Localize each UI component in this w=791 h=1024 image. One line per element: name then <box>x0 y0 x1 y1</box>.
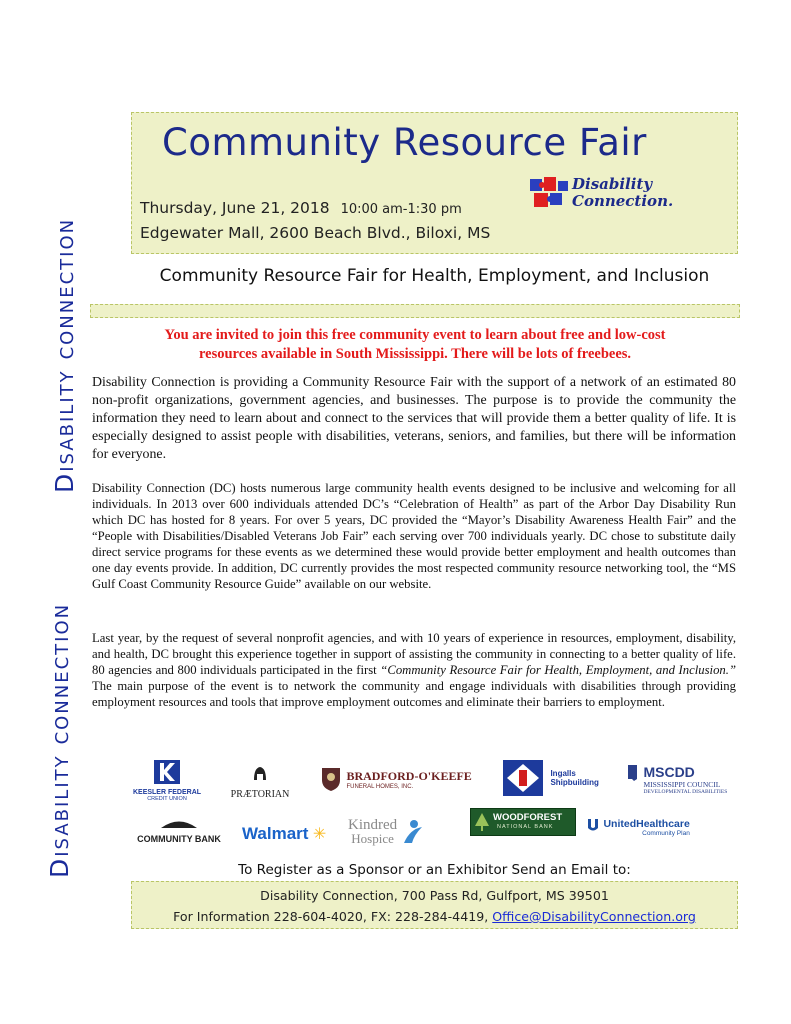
event-date <box>140 199 462 217</box>
crest-icon <box>320 766 342 792</box>
unitedhealthcare-logo <box>587 818 690 837</box>
bank-roof-icon <box>159 817 199 829</box>
register-instructions: To Register as a Sponsor or an Exhibitor Send an Email to: <box>238 862 631 878</box>
page-title: Community Resource Fair <box>162 121 647 164</box>
keesler-k-icon <box>154 760 180 784</box>
mscdd-logo <box>627 764 727 795</box>
praetorian-logo <box>230 764 290 800</box>
mscdd-sub1: MISSISSIPPI COUNCIL <box>643 780 721 789</box>
side-banner-top: Disability connection <box>50 217 79 493</box>
kindred-figure-icon <box>402 819 424 845</box>
footer-info <box>132 909 737 924</box>
woodforest-sub: NATIONAL BANK <box>497 824 554 830</box>
helmet-icon <box>250 764 270 784</box>
united-sub: Community Plan <box>642 830 690 837</box>
event-date-text: Thursday, June 21, 2018 <box>140 199 330 217</box>
community-bank-logo <box>130 816 228 844</box>
united-u-icon <box>587 818 599 832</box>
walmart-logo <box>242 824 326 844</box>
mscdd-name: MSCDD <box>643 764 695 780</box>
bradford-okeefe-logo <box>320 766 472 792</box>
praetorian-name: PRÆTORIAN <box>230 789 290 800</box>
divider-band <box>90 304 740 318</box>
paragraph-last-year <box>92 630 736 710</box>
keesler-logo <box>132 760 202 802</box>
footer-phone-fax: For Information 228-604-4020, FX: 228-284-4419, <box>173 909 493 924</box>
keesler-name: KEESLER FEDERAL <box>132 789 202 796</box>
invitation-text <box>95 326 735 364</box>
side-banner-bottom: Disability connection <box>45 602 74 878</box>
paragraph-history: Disability Connection (DC) hosts numerous large community health events designed to be inclusive and welcoming for all individuals. In 2013 over 600 individuals attended DC’s “Celebration of Health” as part of the Arbor Day Disability Run which DC has hosted for 8 years. For over 5 years, DC provided the “Mayor’s Disability Awareness Health Fair” and the “People with Disabilities/Disabled Veterans Job Fair” each serving over 700 individuals yearly. DC chose to substitute daily direct service programs for these events as we determined these would provide better employment and health outcomes than one day events provide. In addition, DC currently provides the most respected community resource networking tool, the “MS Gulf Coast Community Resource Guide” available on our website. <box>92 481 736 591</box>
logo-line-1: Disability <box>572 175 653 193</box>
ingalls-logo <box>503 760 599 796</box>
woodforest-logo <box>470 808 576 836</box>
logo-line-2: Connection. <box>572 192 674 210</box>
walmart-name: Walmart <box>242 824 309 843</box>
paragraph-last-year-start: Last year, by the request of several nonprofit agencies, and with 10 years of experience in resources, employment, disability, and health, DC brought this experience together in support of assisting the community in connecting to a better quality of life. 80 agencies and 800 individuals participated in the first <box>92 631 736 677</box>
paragraph-last-year-event-name: “Community Resource Fair for Health, Employment, and Inclusion.” <box>380 663 736 677</box>
community-bank-name: COMMUNITY BANK <box>137 834 221 844</box>
walmart-spark-icon: ✳ <box>312 826 327 843</box>
bradford-sub: FUNERAL HOMES, INC. <box>346 783 414 790</box>
header-box <box>131 112 738 254</box>
ingalls-flag-icon <box>503 760 543 796</box>
footer-contact-box <box>131 881 738 929</box>
keesler-sub: CREDIT UNION <box>147 796 187 802</box>
ingalls-sub: Shipbuilding <box>550 778 599 787</box>
mscdd-sub2: DEVELOPMENTAL DISABILITIES <box>643 789 728 795</box>
bradford-name: BRADFORD-O'KEEFE <box>346 768 472 783</box>
email-link[interactable]: Office@DisabilityConnection.org <box>492 909 696 924</box>
kindred-hospice-logo <box>348 818 424 845</box>
paragraph-last-year-end: The main purpose of the event is to network the community and engage individuals with disabilities through providing employment resources and tools that improve employment outcomes and eliminate their barriers to employment. <box>92 679 736 709</box>
united-name: UnitedHealthcare <box>603 818 690 830</box>
sponsor-logos <box>120 756 728 856</box>
event-time: 10:00 am-1:30 pm <box>340 202 462 217</box>
woodforest-name: WOODFOREST <box>493 812 563 823</box>
event-location: Edgewater Mall, 2600 Beach Blvd., Biloxi, MS <box>140 224 491 242</box>
event-subtitle: Community Resource Fair for Health, Employment, and Inclusion <box>159 266 710 286</box>
kindred-name: Kindred <box>348 817 398 833</box>
kindred-sub: Hospice <box>351 831 394 846</box>
paragraph-purpose: Disability Connection is providing a Community Resource Fair with the support of a network of an estimated 80 non-profit organizations, government agencies, and businesses. The purpose is to provide the community the information they need to learn about and connect to the services that will provide them a better quality of life. It is especially designed to assist people with disabilities, veterans, seniors, and families, but there will be information for everyone. <box>92 375 736 462</box>
invitation-line-1: You are invited to join this free community event to learn about free and low-cost <box>164 327 666 343</box>
puzzle-icon <box>528 175 574 215</box>
invitation-line-2: resources available in South Mississippi. There will be lots of freebees. <box>198 346 632 362</box>
footer-address: Disability Connection, 700 Pass Rd, Gulfport, MS 39501 <box>260 888 609 903</box>
ingalls-name: Ingalls <box>550 769 576 778</box>
mississippi-map-icon <box>627 764 639 782</box>
disability-connection-logo <box>528 173 708 219</box>
tree-icon <box>474 812 490 832</box>
